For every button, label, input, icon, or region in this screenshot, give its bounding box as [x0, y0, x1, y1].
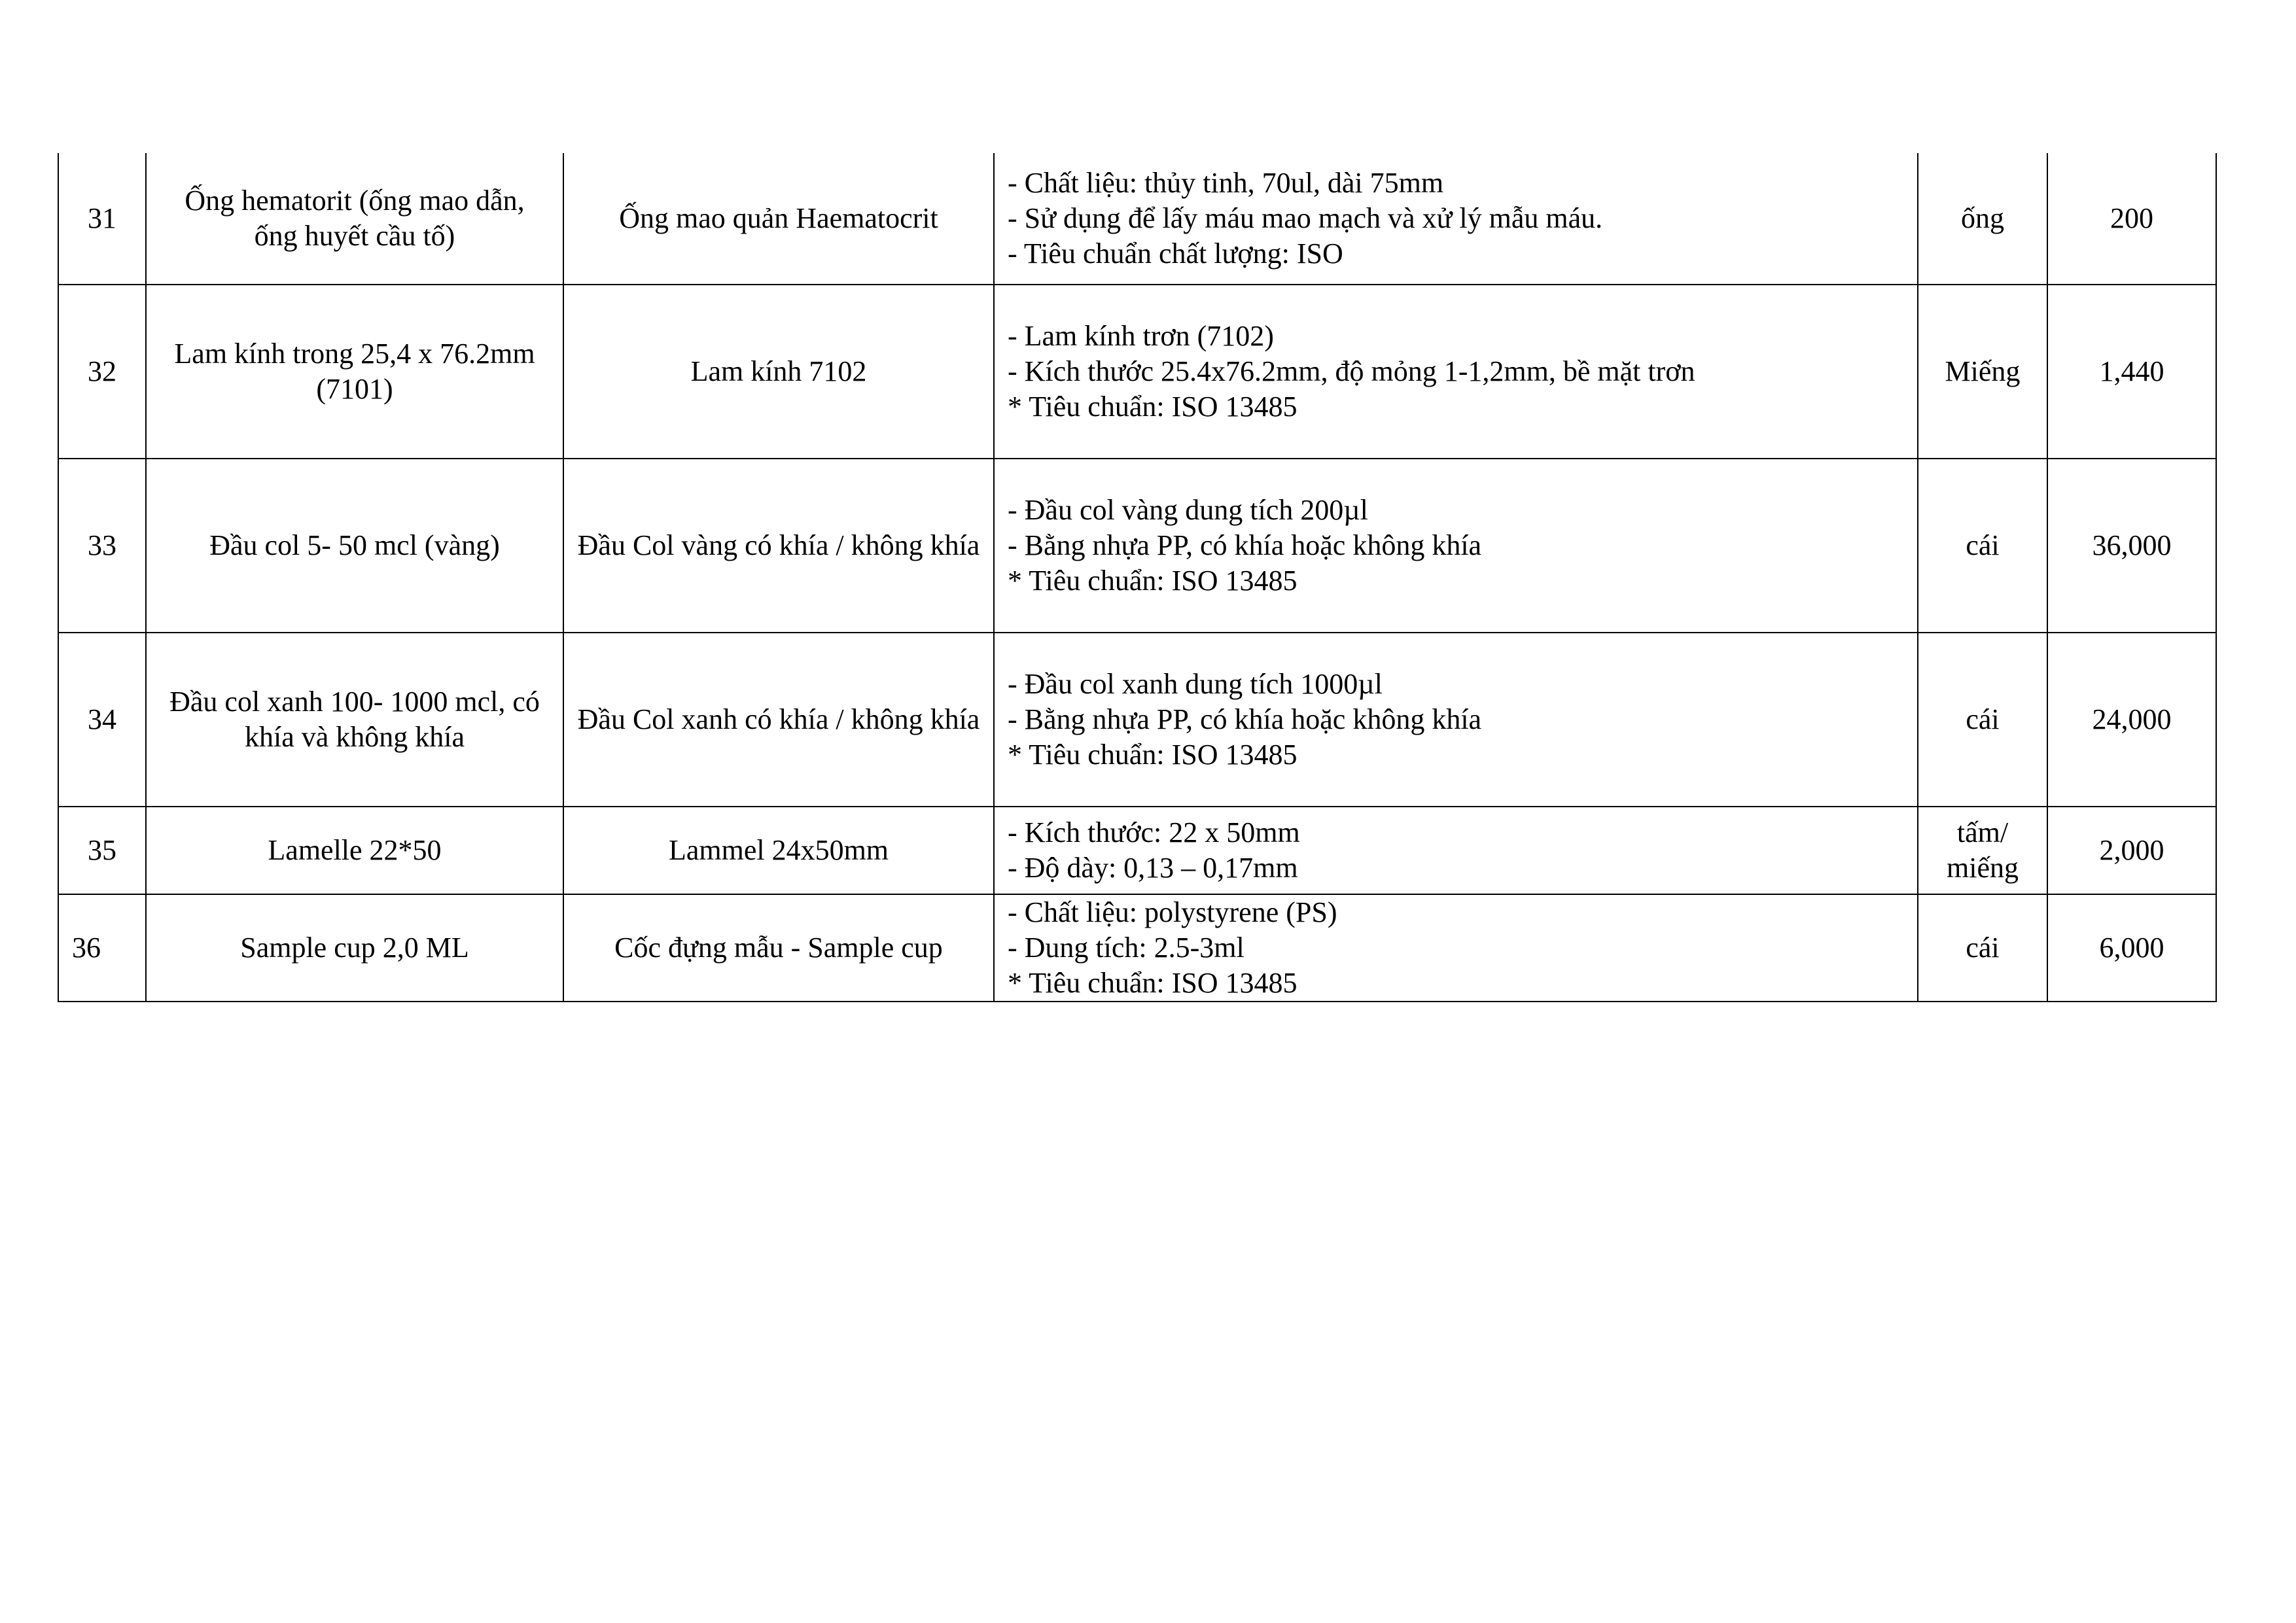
item-name: Lamelle 22*50	[146, 807, 563, 894]
item-unit: Miếng	[1918, 285, 2047, 459]
spec-line: * Tiêu chuẩn: ISO 13485	[1008, 391, 1298, 423]
equivalent-item: Đầu Col vàng có khía / không khía	[563, 459, 994, 633]
spec-line: * Tiêu chuẩn: ISO 13485	[1008, 565, 1298, 597]
spec-line: - Kích thước 25.4x76.2mm, độ mỏng 1-1,2mm, bề mặt trơn	[1008, 355, 1695, 387]
table-row	[58, 894, 2216, 1002]
table-row	[58, 153, 2216, 285]
item-unit: ống	[1918, 153, 2047, 285]
item-quantity: 1,440	[2047, 285, 2216, 459]
equivalent-item: Đầu Col xanh có khía / không khía	[563, 633, 994, 807]
item-unit: cái	[1918, 894, 2047, 1002]
item-name: Sample cup 2,0 ML	[146, 894, 563, 1002]
item-unit: cái	[1918, 459, 2047, 633]
spec-line: - Lam kính trơn (7102)	[1008, 320, 1274, 352]
row-number: 32	[58, 285, 146, 459]
spec-line: - Sử dụng để lấy máu mao mạch và xử lý mẫu máu.	[1008, 202, 1603, 234]
product-table	[58, 153, 2217, 1002]
equivalent-item: Ống mao quản Haematocrit	[563, 153, 994, 285]
row-number: 31	[58, 153, 146, 285]
row-number: 36	[58, 894, 146, 1002]
row-number: 35	[58, 807, 146, 894]
spec-line: * Tiêu chuẩn: ISO 13485	[1008, 967, 1298, 999]
item-unit: tấm/ miếng	[1918, 807, 2047, 894]
equivalent-item: Lammel 24x50mm	[563, 807, 994, 894]
item-unit: cái	[1918, 633, 2047, 807]
item-quantity: 36,000	[2047, 459, 2216, 633]
equivalent-item: Lam kính 7102	[563, 285, 994, 459]
item-quantity: 200	[2047, 153, 2216, 285]
spec-line: - Chất liệu: thủy tinh, 70ul, dài 75mm	[1008, 167, 1444, 199]
spec-line: - Độ dày: 0,13 – 0,17mm	[1008, 852, 1298, 884]
spec-line: - Bằng nhựa PP, có khía hoặc không khía	[1008, 529, 1482, 561]
spec-line: - Dung tích: 2.5-3ml	[1008, 932, 1245, 964]
item-spec	[994, 153, 1918, 285]
item-spec	[994, 633, 1918, 807]
table-row	[58, 633, 2216, 807]
table-row	[58, 459, 2216, 633]
item-spec	[994, 894, 1918, 1002]
item-spec	[994, 807, 1918, 894]
item-quantity: 24,000	[2047, 633, 2216, 807]
item-name: Đầu col 5- 50 mcl (vàng)	[146, 459, 563, 633]
row-number: 34	[58, 633, 146, 807]
spec-line: - Tiêu chuẩn chất lượng: ISO	[1008, 237, 1343, 270]
spec-line: - Đầu col xanh dung tích 1000µl	[1008, 668, 1383, 700]
row-number: 33	[58, 459, 146, 633]
table-row	[58, 807, 2216, 894]
item-quantity: 2,000	[2047, 807, 2216, 894]
spec-line: - Bằng nhựa PP, có khía hoặc không khía	[1008, 703, 1482, 735]
spec-line: - Chất liệu: polystyrene (PS)	[1008, 896, 1337, 928]
item-quantity: 6,000	[2047, 894, 2216, 1002]
spec-line: - Đầu col vàng dung tích 200µl	[1008, 494, 1368, 526]
item-name: Lam kính trong 25,4 x 76.2mm (7101)	[146, 285, 563, 459]
item-name: Ống hematorit (ống mao dẫn, ống huyết cầu tố)	[146, 153, 563, 285]
equivalent-item: Cốc đựng mẫu - Sample cup	[563, 894, 994, 1002]
item-spec	[994, 285, 1918, 459]
table-row	[58, 285, 2216, 459]
item-spec	[994, 459, 1918, 633]
item-name: Đầu col xanh 100- 1000 mcl, có khía và không khía	[146, 633, 563, 807]
spec-line: * Tiêu chuẩn: ISO 13485	[1008, 739, 1298, 771]
spec-line: - Kích thước: 22 x 50mm	[1008, 816, 1300, 848]
